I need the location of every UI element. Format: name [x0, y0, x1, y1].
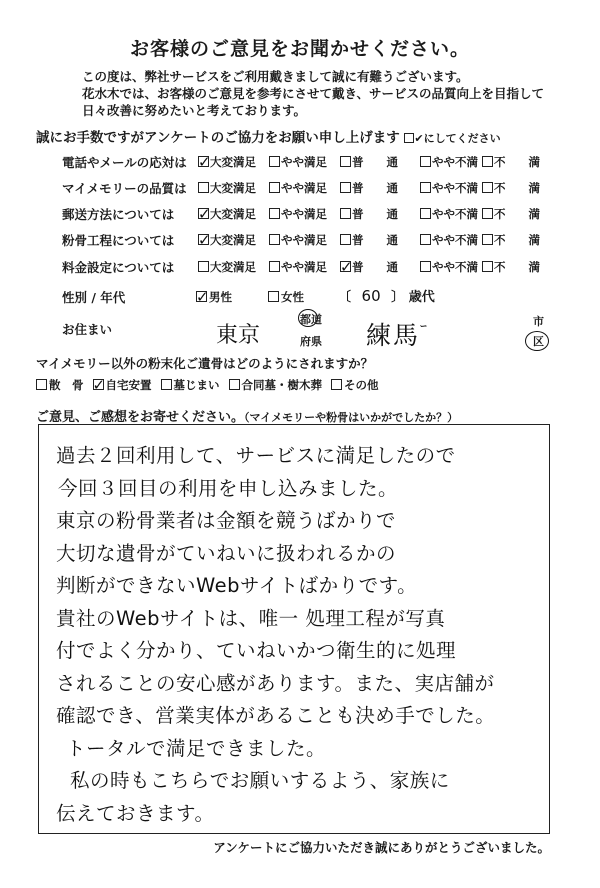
rating-option[interactable]	[269, 259, 327, 275]
rating-label: 大変満足	[210, 233, 256, 247]
rating-checkbox[interactable]	[482, 261, 493, 272]
rating-checkbox[interactable]	[340, 258, 353, 276]
rating-option[interactable]	[340, 180, 398, 196]
comment-line: 今回３回目の利用を申し込みました。	[58, 476, 399, 500]
rating-checkbox[interactable]	[269, 208, 280, 219]
place-option[interactable]	[93, 378, 152, 392]
rating-label: やや不満	[432, 181, 478, 195]
rating-label: 大変満足	[210, 260, 256, 274]
female-checkbox[interactable]	[268, 291, 279, 302]
age-suffix: 歳代	[408, 290, 435, 305]
rating-option[interactable]	[482, 180, 540, 196]
rating-label: 普 通	[352, 181, 398, 195]
city-mark: ｰ	[420, 319, 430, 335]
rating-option[interactable]	[340, 259, 398, 275]
address-label: お住まい	[62, 322, 113, 337]
rating-checkbox[interactable]	[420, 234, 431, 245]
request-text: 誠にお手数ですがアンケートのご協力をお願い申し上げます	[36, 130, 400, 146]
rating-option[interactable]	[198, 259, 256, 275]
rating-label: 不 満	[494, 181, 540, 195]
rating-checkbox[interactable]	[198, 231, 211, 249]
gender-age-row	[62, 288, 125, 306]
place-checkbox[interactable]	[36, 379, 47, 390]
rating-option[interactable]	[269, 206, 327, 222]
rating-checkbox[interactable]	[420, 261, 431, 272]
comment-text	[56, 440, 546, 830]
address-city	[366, 316, 429, 352]
place-checkbox[interactable]	[92, 376, 106, 394]
rating-label: やや不満	[432, 207, 478, 221]
rating-option[interactable]	[482, 206, 540, 222]
question-row	[40, 202, 560, 224]
rating-option[interactable]	[420, 232, 478, 248]
rating-label: やや不満	[432, 233, 478, 247]
comment-line: 東京の粉骨業者は金額を競うばかりで	[56, 509, 397, 532]
rating-checkbox[interactable]	[269, 156, 280, 167]
check-mark: ✓	[340, 258, 353, 276]
request-line	[36, 126, 501, 146]
comment-line: 大切な遺骨がていねいに扱われるかの	[56, 541, 397, 565]
shi-label: 市	[533, 315, 544, 328]
place-label: 自宅安置	[105, 378, 152, 392]
rating-label: やや満足	[281, 233, 327, 247]
place-option[interactable]	[331, 378, 379, 392]
rating-option[interactable]	[269, 232, 327, 248]
rating-checkbox[interactable]	[340, 182, 351, 193]
rating-option[interactable]	[482, 232, 540, 248]
note-text: にしてください	[423, 132, 501, 145]
to-dou-label: 都道	[300, 313, 322, 326]
rating-option[interactable]	[420, 206, 478, 222]
feedback-heading	[36, 406, 458, 425]
comment-line: 付でよく分かり、ていねいかつ衛生的に処理	[56, 639, 457, 662]
age-bracket-close: 〕	[391, 290, 405, 305]
male-label: 男性	[209, 290, 232, 304]
question-label: 粉骨工程については	[62, 233, 175, 248]
rating-checkbox[interactable]	[340, 208, 351, 219]
rating-label: やや満足	[281, 260, 327, 274]
rating-label: 普 通	[352, 207, 398, 221]
footer-thanks: アンケートにご協力いただき誠にありがとうございました。	[213, 840, 550, 855]
rating-label: 普 通	[352, 155, 398, 169]
rating-checkbox[interactable]	[198, 261, 209, 272]
rating-checkbox[interactable]	[269, 261, 280, 272]
question-label: 郵送方法については	[62, 207, 175, 222]
intro-text	[82, 68, 544, 119]
rating-checkbox[interactable]	[482, 208, 493, 219]
rating-label: 普 通	[352, 233, 398, 247]
place-label: その他	[344, 378, 379, 392]
rating-checkbox[interactable]	[482, 182, 493, 193]
check-mark: ✓	[92, 376, 106, 394]
rating-label: 不 満	[494, 207, 540, 221]
rating-label: 不 満	[494, 260, 540, 274]
question-label: マイメモリーの品質は	[62, 181, 187, 196]
age-field[interactable]	[338, 286, 435, 305]
rating-checkbox[interactable]	[420, 182, 431, 193]
rating-label: やや満足	[281, 181, 327, 195]
comment-line: されることの安心感があります。また、実店舗が	[56, 671, 495, 695]
rating-checkbox[interactable]	[420, 208, 431, 219]
gender-female-option[interactable]	[268, 289, 304, 305]
rating-label: 大変満足	[210, 155, 256, 169]
rating-label: 普 通	[352, 260, 398, 274]
intro-line: 花水木では、お客様のご意見を参考にさせて戴き、サービスの品質向上を目指して	[82, 86, 545, 101]
rating-label: やや満足	[281, 155, 327, 169]
rating-option[interactable]	[198, 206, 256, 222]
male-check-mark: ✓	[196, 288, 209, 306]
question-row	[40, 176, 560, 198]
address-prefecture: 東京	[216, 323, 261, 348]
ku-label: 区	[533, 335, 544, 348]
male-checkbox[interactable]	[196, 288, 209, 306]
rating-checkbox[interactable]	[269, 182, 280, 193]
check-mark: ✓	[198, 153, 211, 171]
intro-line: この度は、弊社サービスをご利用戴きまして誠に有難うございます。	[82, 69, 469, 84]
rating-option[interactable]	[269, 180, 327, 196]
rating-option[interactable]	[340, 232, 398, 248]
rating-label: やや満足	[281, 207, 327, 221]
rating-option[interactable]	[482, 154, 540, 170]
rating-checkbox[interactable]	[482, 156, 493, 167]
age-value: 60	[361, 287, 381, 305]
rating-option[interactable]	[420, 180, 478, 196]
rating-label: 不 満	[494, 233, 540, 247]
rating-checkbox[interactable]	[198, 182, 209, 193]
rating-checkbox[interactable]	[482, 234, 493, 245]
rating-label: 大変満足	[210, 207, 256, 221]
fu-ken-label: 府県	[300, 335, 322, 348]
rating-checkbox[interactable]	[269, 234, 280, 245]
rating-checkbox[interactable]	[420, 156, 431, 167]
comment-line: 確認でき、営業実体があることも決め手でした。	[56, 704, 496, 727]
rating-label: 不 満	[494, 155, 540, 169]
feedback-heading-sub: （マイメモリーや粉骨はいかがでしたか？）	[244, 411, 459, 424]
question-row	[40, 255, 560, 277]
rating-checkbox[interactable]	[340, 156, 351, 167]
rating-checkbox[interactable]	[198, 153, 211, 171]
rating-label: 大変満足	[210, 181, 256, 195]
gender-age-label: 性別 / 年代	[62, 290, 126, 305]
form-title: お客様のご意見をお聞かせください。	[129, 38, 470, 60]
comment-line: 貴社のWebサイトは、唯一 処理工程が写真	[56, 606, 446, 630]
feedback-heading-text: ご意見、ご感想をお寄せください。	[36, 410, 245, 425]
question-label: 電話やメールの応対は	[62, 155, 187, 170]
gender-male-option[interactable]	[196, 289, 232, 305]
question-label: 料金設定については	[62, 260, 175, 275]
request-note	[404, 132, 500, 145]
note-checkbox	[404, 133, 414, 143]
rating-checkbox[interactable]	[340, 234, 351, 245]
place-label: 墓じまい	[173, 378, 220, 392]
place-checkbox[interactable]	[229, 379, 240, 390]
rating-option[interactable]	[269, 154, 327, 170]
place-label: 合同墓・樹木葬	[241, 378, 322, 392]
question-row	[40, 228, 560, 250]
age-bracket-open: 〔	[338, 290, 352, 305]
rating-checkbox[interactable]	[198, 205, 211, 223]
rating-label: やや不満	[432, 155, 478, 169]
comment-line: トータルで満足できました。	[66, 736, 327, 760]
place-option[interactable]	[229, 378, 323, 392]
rating-option[interactable]	[340, 154, 398, 170]
rating-option[interactable]	[198, 154, 256, 170]
note-check-mark: ✔	[414, 132, 424, 145]
check-mark: ✓	[198, 231, 211, 249]
rating-option[interactable]	[198, 232, 256, 248]
city-name: 練馬	[366, 321, 421, 350]
check-mark: ✓	[198, 205, 211, 223]
places-question: マイメモリー以外の粉末化ご遺骨はどのようにされますか？	[36, 356, 374, 371]
place-option[interactable]	[161, 378, 220, 392]
comment-line: 判断ができないWebサイトばかりです。	[56, 574, 418, 597]
rating-option[interactable]	[340, 206, 398, 222]
rating-option[interactable]	[198, 180, 256, 196]
place-label: 散 骨	[49, 378, 84, 392]
comment-line: 伝えておきます。	[56, 801, 215, 825]
rating-option[interactable]	[420, 154, 478, 170]
rating-option[interactable]	[420, 259, 478, 275]
rating-option[interactable]	[482, 259, 540, 275]
female-label: 女性	[281, 290, 304, 304]
question-row	[40, 150, 560, 172]
places-options	[36, 377, 388, 393]
comment-line: 過去２回利用して、サービスに満足したので	[56, 444, 456, 467]
comment-line: 私の時もこちらでお願いするよう、家族に	[70, 769, 450, 792]
place-option[interactable]	[36, 378, 84, 392]
intro-line: 日々改善に努めたいと考えております。	[82, 103, 307, 118]
place-checkbox[interactable]	[161, 379, 172, 390]
place-checkbox[interactable]	[331, 379, 342, 390]
rating-label: やや不満	[432, 260, 478, 274]
